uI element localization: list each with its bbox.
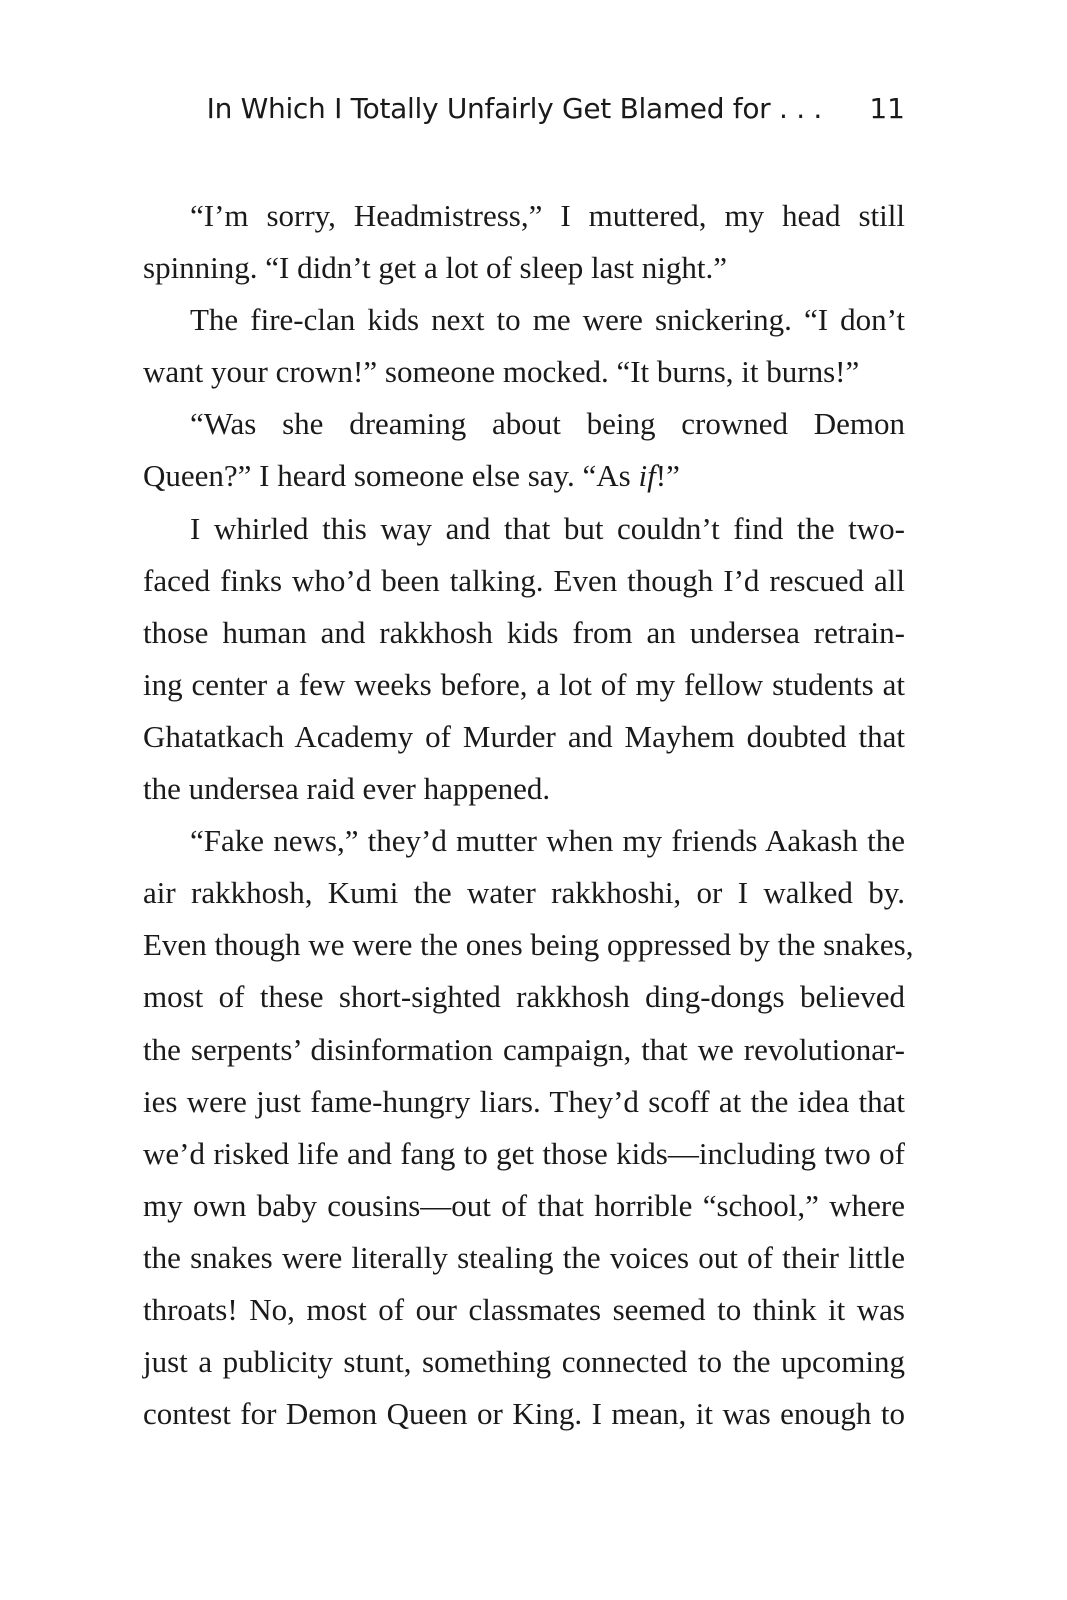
paragraph <box>143 815 914 1440</box>
text-line: “Fake news,” they’d mutter when my friends Aakash the <box>190 823 905 859</box>
text-line: those human and rakkhosh kids from an undersea retrain- <box>143 614 905 650</box>
text-line: Even though we were the ones being oppressed by the snakes, <box>143 927 914 963</box>
paragraph <box>143 294 905 398</box>
page-number: 11 <box>869 92 905 125</box>
text-line: I whirled this way and that but couldn’t find the two- <box>190 510 905 546</box>
text-line: contest for Demon Queen or King. I mean, it was enough to <box>143 1396 905 1432</box>
text-segment: Queen?” I heard someone else say. “As <box>143 458 639 494</box>
text-line: just a publicity stunt, something connected to the upcoming <box>143 1344 905 1380</box>
text-line: The fire-clan kids next to me were snickering. “I don’t <box>190 302 905 338</box>
emphasis-text: if <box>638 458 656 494</box>
text-line: ing center a few weeks before, a lot of my fellow students at <box>143 666 905 702</box>
paragraph <box>143 190 905 294</box>
text-line: “Was she dreaming about being crowned Demon <box>190 406 905 442</box>
paragraph <box>143 398 905 502</box>
text-line: Ghatatkach Academy of Murder and Mayhem doubted that <box>143 718 905 754</box>
text-line: spinning. “I didn’t get a lot of sleep last night.” <box>143 250 728 286</box>
text-segment: !” <box>655 458 680 494</box>
paragraph <box>143 503 905 816</box>
text-line: faced finks who’d been talking. Even though I’d rescued all <box>143 562 905 598</box>
text-line: my own baby cousins—out of that horrible “school,” where <box>143 1187 905 1223</box>
text-line: throats! No, most of our classmates seemed to think it was <box>143 1291 905 1327</box>
running-title: In Which I Totally Unfairly Get Blamed for . . . <box>206 92 822 125</box>
text-line: the snakes were literally stealing the voices out of their little <box>143 1239 905 1275</box>
running-head <box>0 92 1067 132</box>
text-line: the undersea raid ever happened. <box>143 771 551 807</box>
body-text <box>143 190 914 1440</box>
text-line: the serpents’ disinformation campaign, that we revolutionar- <box>143 1031 905 1067</box>
text-line: “I’m sorry, Headmistress,” I muttered, my head still <box>190 198 905 233</box>
text-line: want your crown!” someone mocked. “It burns, it burns!” <box>143 354 860 390</box>
text-line: we’d risked life and fang to get those kids—including two of <box>143 1135 905 1171</box>
text-line: ies were just fame-hungry liars. They’d scoff at the idea that <box>143 1083 905 1119</box>
text-line: air rakkhosh, Kumi the water rakkhoshi, or I walked by. <box>143 875 905 911</box>
text-line: most of these short-sighted rakkhosh ding-dongs believed <box>143 979 905 1015</box>
text-line <box>143 450 905 502</box>
